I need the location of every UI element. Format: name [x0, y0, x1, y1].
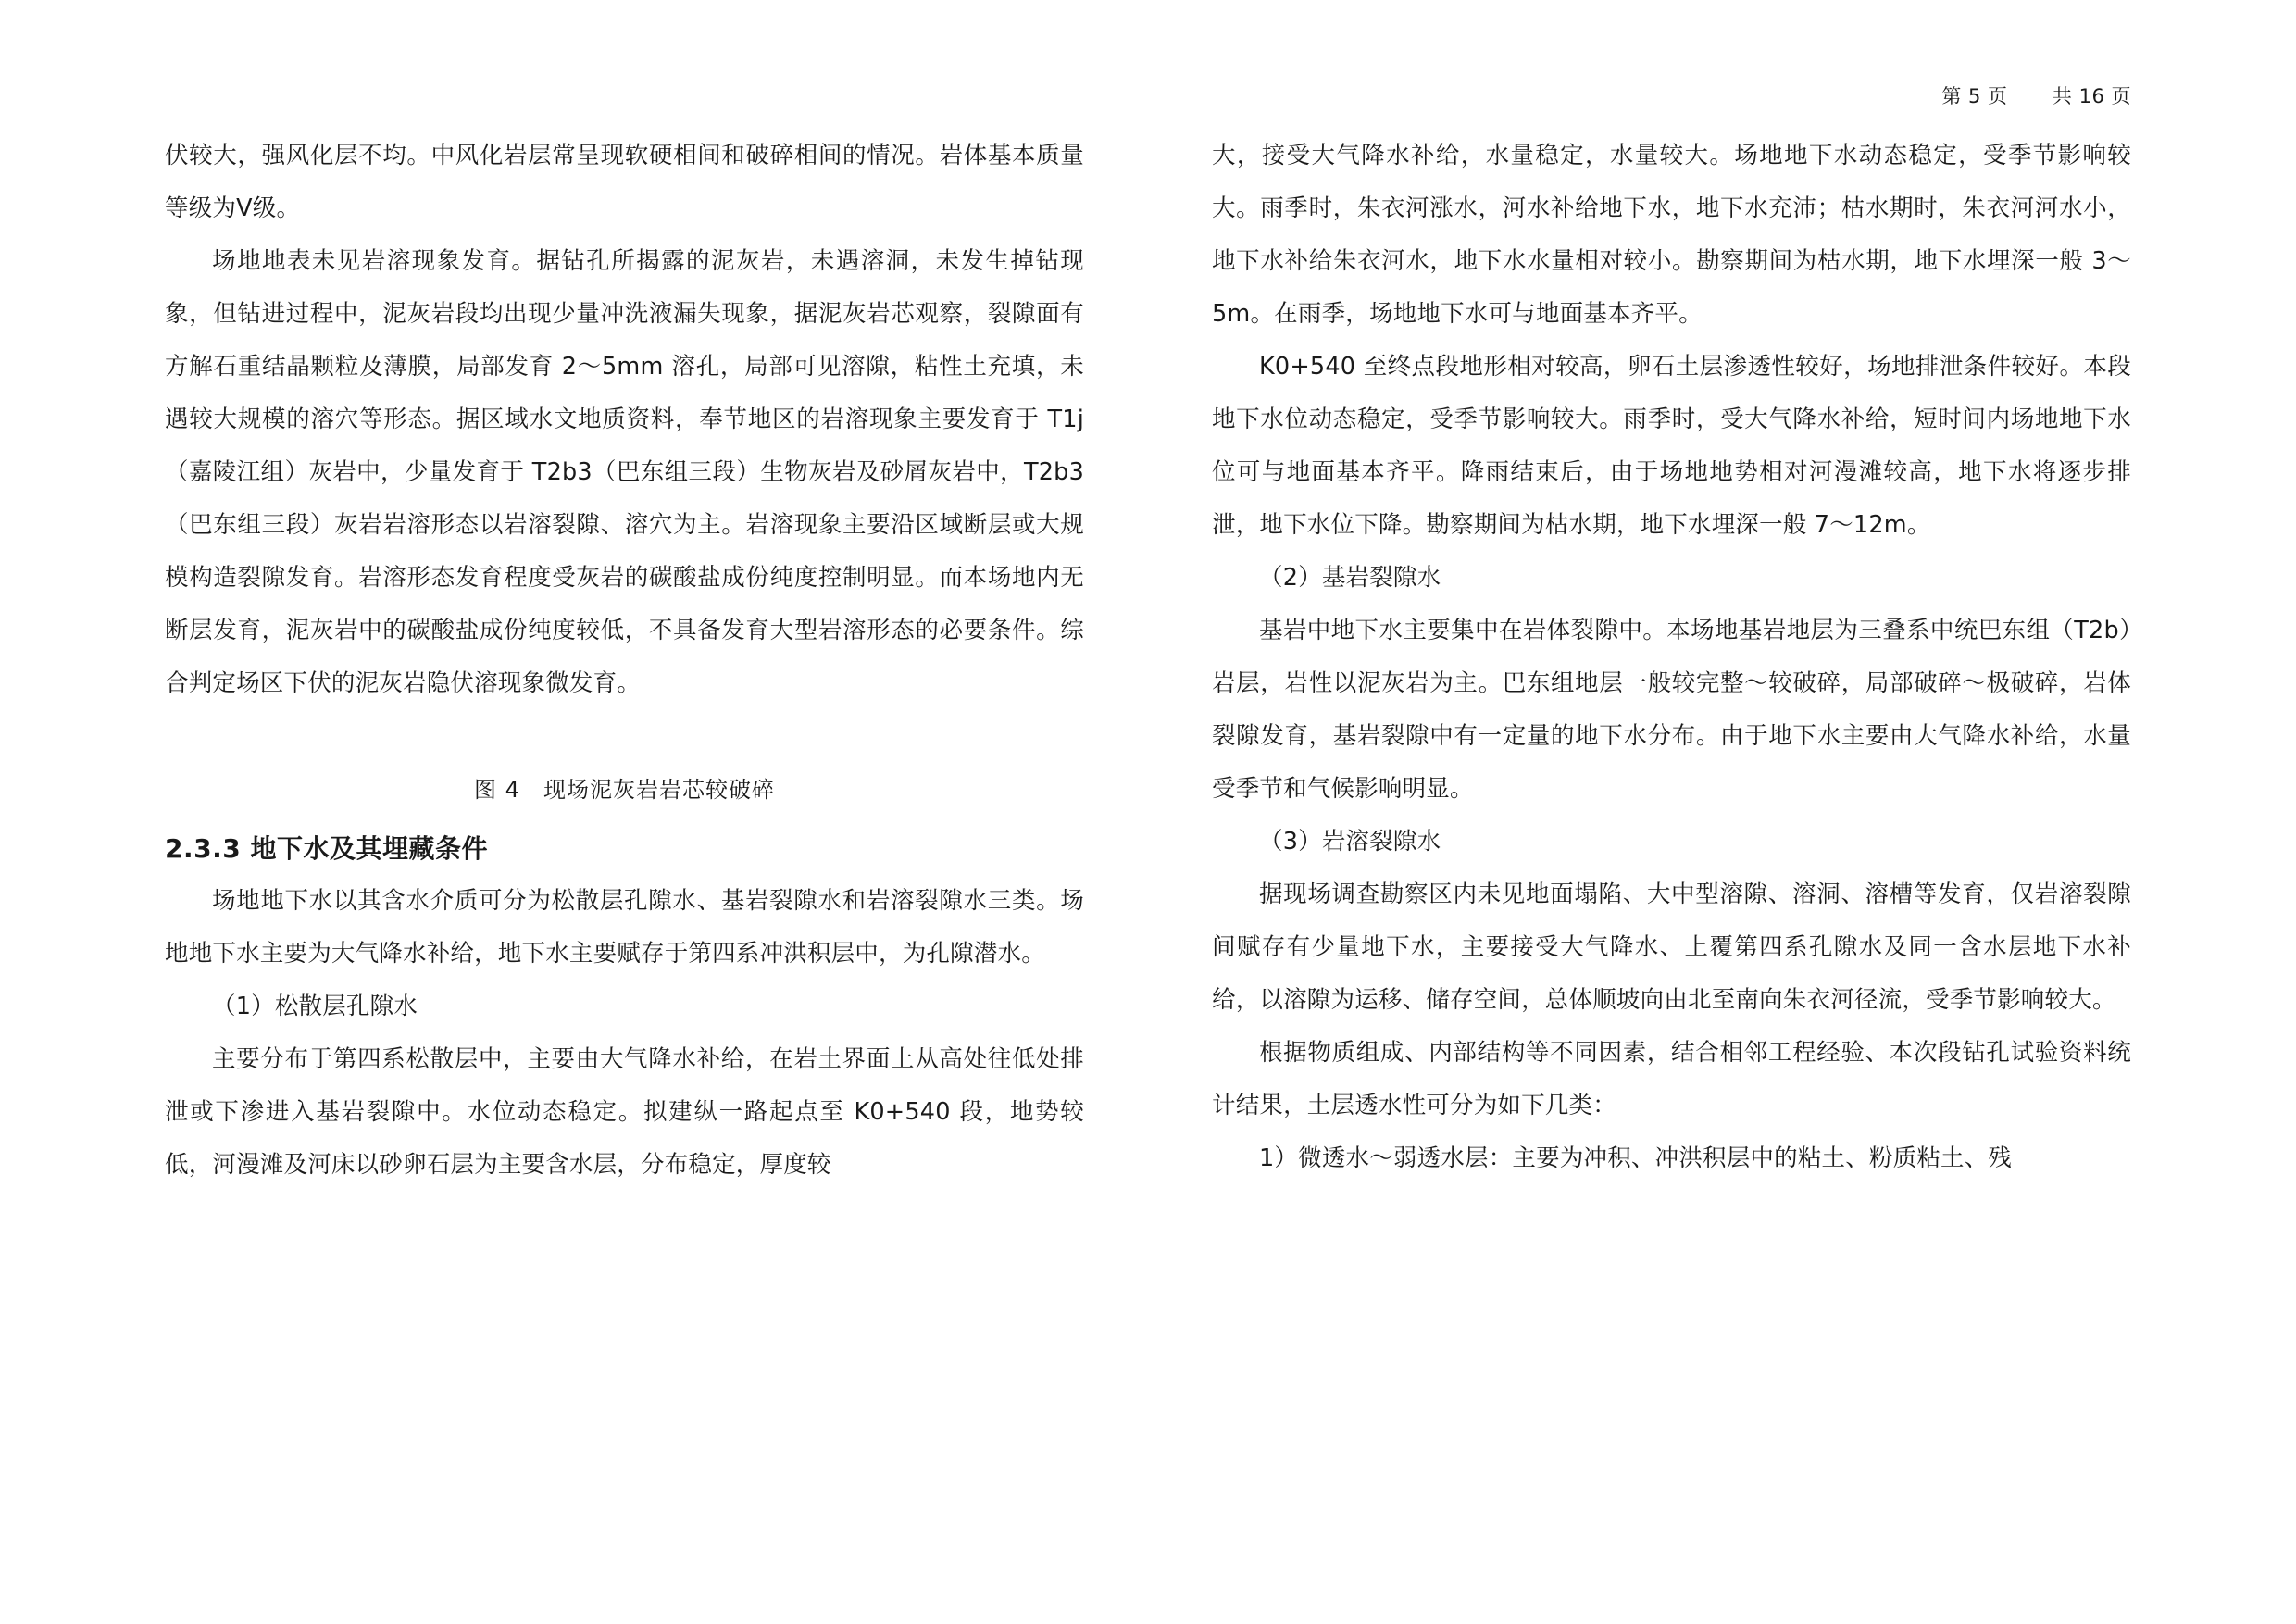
page-total-label: 共 16 页: [2052, 85, 2131, 107]
paragraph: （2）基岩裂隙水: [1259, 564, 1441, 592]
figure-caption: 图 4 现场泥灰岩岩芯较破碎: [474, 777, 775, 803]
paragraph: 大，接受大气降水补给，水量稳定，水量较大。场地地下水动态稳定，受季节影响较大。雨季时，朱衣河涨水，河水补给地下水，地下水充沛；枯水期时，朱衣河河水小，地下水补给朱衣河水，地下水水量相对较小。勘察期间为枯水期，地下水埋深一般 3～5m。在雨季，场地地下水可与地面基本齐平。: [1212, 142, 2131, 328]
paragraph: 据现场调查勘察区内未见地面塌陷、大中型溶隙、溶洞、溶槽等发育，仅岩溶裂隙间赋存有少量地下水，主要接受大气降水、上覆第四系孔隙水及同一含水层地下水补给，以溶隙为运移、储存空间，总体顺坡向由北至南向朱衣河径流，受季节影响较大。: [1212, 881, 2131, 1014]
paragraph: 主要分布于第四系松散层中，主要由大气降水补给，在岩土界面上从高处往低处排泄或下渗进入基岩裂隙中。水位动态稳定。拟建纵一路起点至 K0+540 段，地势较低，河漫滩及河床以砂卵石层为主要含水层，分布稳定，厚度较: [165, 1045, 1084, 1179]
left-column: [165, 130, 1084, 1192]
paragraph: 场地地下水以其含水介质可分为松散层孔隙水、基岩裂隙水和岩溶裂隙水三类。场地地下水主要为大气降水补给，地下水主要赋存于第四系冲洪积层中，为孔隙潜水。: [165, 887, 1084, 968]
paragraph: （1）松散层孔隙水: [212, 993, 418, 1020]
paragraph: （3）岩溶裂隙水: [1259, 828, 1441, 856]
paragraph: 根据物质组成、内部结构等不同因素，结合相邻工程经验、本次段钻孔试验资料统计结果，土层透水性可分为如下几类：: [1212, 1039, 2131, 1119]
paragraph: 基岩中地下水主要集中在岩体裂隙中。本场地基岩地层为三叠系中统巴东组（T2b）岩层，岩性以泥灰岩为主。巴东组地层一般较完整～较破碎，局部破碎～极破碎，岩体裂隙发育，基岩裂隙中有一定量的地下水分布。由于地下水主要由大气降水补给，水量受季节和气候影响明显。: [1212, 617, 2131, 803]
section-heading: 2.3.3 地下水及其埋藏条件: [165, 833, 488, 864]
paragraph: 1）微透水～弱透水层：主要为冲积、冲洪积层中的粘土、粉质粘土、残: [1259, 1144, 2013, 1172]
page-current-label: 第 5 页: [1941, 85, 2008, 107]
two-column-body: [165, 130, 2131, 1192]
right-column: [1212, 130, 2131, 1192]
paragraph: 伏较大，强风化层不均。中风化岩层常呈现软硬相间和破碎相间的情况。岩体基本质量等级为Ⅴ级。: [165, 142, 1084, 222]
paragraph: 场地地表未见岩溶现象发育。据钻孔所揭露的泥灰岩，未遇溶洞，未发生掉钻现象，但钻进过程中，泥灰岩段均出现少量冲洗液漏失现象，据泥灰岩芯观察，裂隙面有方解石重结晶颗粒及薄膜，局部发育 2～5mm 溶孔，局部可见溶隙，粘性土充填，未遇较大规模的溶穴等形态。据区域水文地质资料，奉节地区的岩溶现象主要发育于 T1j（嘉陵江组）灰岩中，少量发育于 T2b3（巴东组三段）生物灰岩及砂屑灰岩中，T2b3（巴东组三段）灰岩岩溶形态以岩溶裂隙、溶穴为主。岩溶现象主要沿区域断层或大规模构造裂隙发育。岩溶形态发育程度受灰岩的碳酸盐成份纯度控制明显。而本场地内无断层发育，泥灰岩中的碳酸盐成份纯度较低，不具备发育大型岩溶形态的必要条件。综合判定场区下伏的泥灰岩隐伏溶现象微发育。: [165, 247, 1084, 697]
page-number-header: [1941, 81, 2131, 109]
paragraph: K0+540 至终点段地形相对较高，卵石土层渗透性较好，场地排泄条件较好。本段地下水位动态稳定，受季节影响较大。雨季时，受大气降水补给，短时间内场地地下水位可与地面基本齐平。降雨结束后，由于场地地势相对河漫滩较高，地下水将逐步排泄，地下水位下降。勘察期间为枯水期，地下水埋深一般 7～12m。: [1212, 353, 2131, 539]
